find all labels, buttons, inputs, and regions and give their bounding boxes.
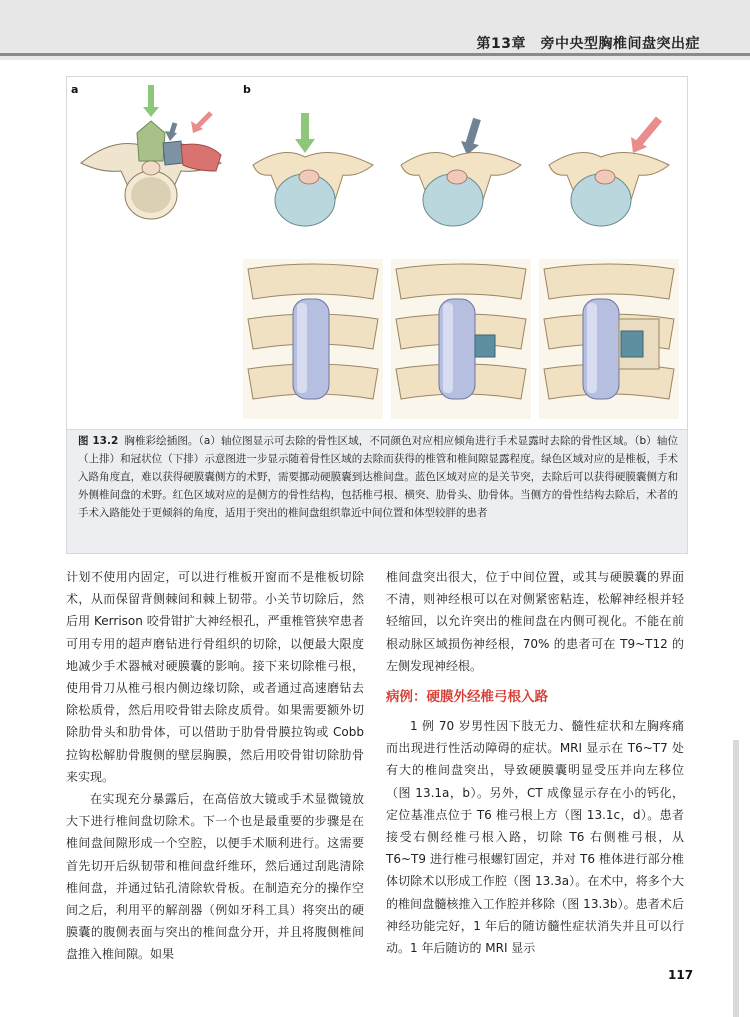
figure-number: 图 13.2: [78, 435, 119, 447]
page-number: 117: [668, 968, 694, 982]
header-rule: [0, 53, 750, 56]
illustration-area: [67, 77, 687, 430]
paragraph: 椎间盘突出很大，位于中间位置，或其与硬膜囊的界面不清，则神经根可以在对侧紧密粘连，松解神经根并轻轻缩回，以允许突出的椎间盘在内侧可视化。不能在前根动脉区域损伤神经根，70% 的患者可在 T9~T12 的左侧发现神经根。: [386, 570, 684, 673]
panel-b-axial-view-2: [391, 105, 531, 235]
panel-b-axial-view-1: [243, 105, 383, 235]
panel-a-axial-illustration: [71, 83, 231, 243]
panel-b-coronal-view-3: [539, 259, 679, 419]
caption-text: 胸椎彩绘插图。（a）轴位图显示可去除的骨性区域，不同颜色对应相应倾角进行手术显露时去除的骨性区域。（b）轴位（上排）和冠状位（下排）示意图进一步显示随着骨性区域的去除而获得的椎管和椎间隙显露程度。绿色区域对应的是椎板，手术入路角度直，难以获得硬膜囊侧方的术野，需要挪动硬膜囊到达椎间盘。蓝色区域对应的是关节突，去除后可以获得硬膜囊侧方和外侧椎间盘的术野。红色区域对应的是侧方的骨性结构，包括椎弓根、横突、肋骨头、肋骨体。当侧方的骨性结构去除后，术者的手术入路能处于更倾斜的角度，适用于突出的椎间盘组织靠近中间位置和体型较胖的患者: [78, 435, 679, 519]
panel-a-label: a: [71, 83, 79, 96]
panel-b-label: b: [243, 83, 251, 96]
figure-caption: [78, 432, 678, 522]
panel-b-coronal-view-2: [391, 259, 531, 419]
paragraph: 计划不使用内固定，可以进行椎板开窗而不是椎板切除术，从而保留背侧棘间和棘上韧带。小关节切除后，然后用 Kerrison 咬骨钳扩大神经根孔，严重椎管狭窄患者可用专用的超声磨钻进行骨组织的切除，以便最大限度地减少手术器械对硬膜囊的影响。接下来切除椎弓根，使用骨刀从椎弓根内侧边缘切除，或者通过高速磨钻去除松质骨，然后用咬骨钳去除皮质骨。如果需要额外切除肋骨头和肋骨体，可以借助于肋骨骨膜拉钩或 Cobb 拉钩松解肋骨腹侧的壁层胸膜，然后用咬骨钳切除肋骨来实现。: [66, 570, 364, 784]
paragraph: 在实现充分暴露后，在高倍放大镜或手术显微镜放大下进行椎间盘切除术。下一个也是最重要的步骤是在椎间盘间隙形成一个空腔，以便手术顺利进行。这需要首先切开后纵韧带和椎间盘纤维环，然后通过刮匙清除椎间盘，并通过钻孔清除软骨板。在制造充分的操作空间之后，利用平的解剖器（例如牙科工具）将突出的硬膜囊的腹侧表面与突出的椎间盘分开，并且将腹侧椎间盘推入椎间隙。如果: [66, 792, 364, 962]
left-text-column: [66, 566, 364, 966]
chapter-title: 第13章 旁中央型胸椎间盘突出症: [476, 36, 700, 52]
side-strip: [733, 740, 739, 1017]
right-text-column: [386, 566, 684, 959]
panel-b-coronal-view-1: [243, 259, 383, 419]
panel-b-axial-view-3: [539, 105, 679, 235]
paragraph: 1 例 70 岁男性因下肢无力、髓性症状和左胸疼痛而出现进行性活动障碍的症状。MRI 显示在 T6~T7 处有大的椎间盘突出，导致硬膜囊明显受压并向左移位（图 13.1a，b）。另外，CT 成像显示存在小的钙化，定位基准点位于 T6 椎弓根上方（图 13.1c，d）。患者接受右侧经椎弓根入路，切除 T6 右侧椎弓根，从 T6~T9 进行椎弓根螺钉固定，并对 T6 椎体进行部分椎体切除术以形成工作腔（图 13.3a）。在术中，将多个大的椎间盘髓核推入工作腔并移除（图 13.3b）。患者术后神经功能完好，1 年后的随访髓性症状消失并且可以行动。1 年后随访的 MRI 显示: [386, 719, 684, 956]
section-heading: 病例：硬膜外经椎弓根入路: [386, 689, 548, 706]
